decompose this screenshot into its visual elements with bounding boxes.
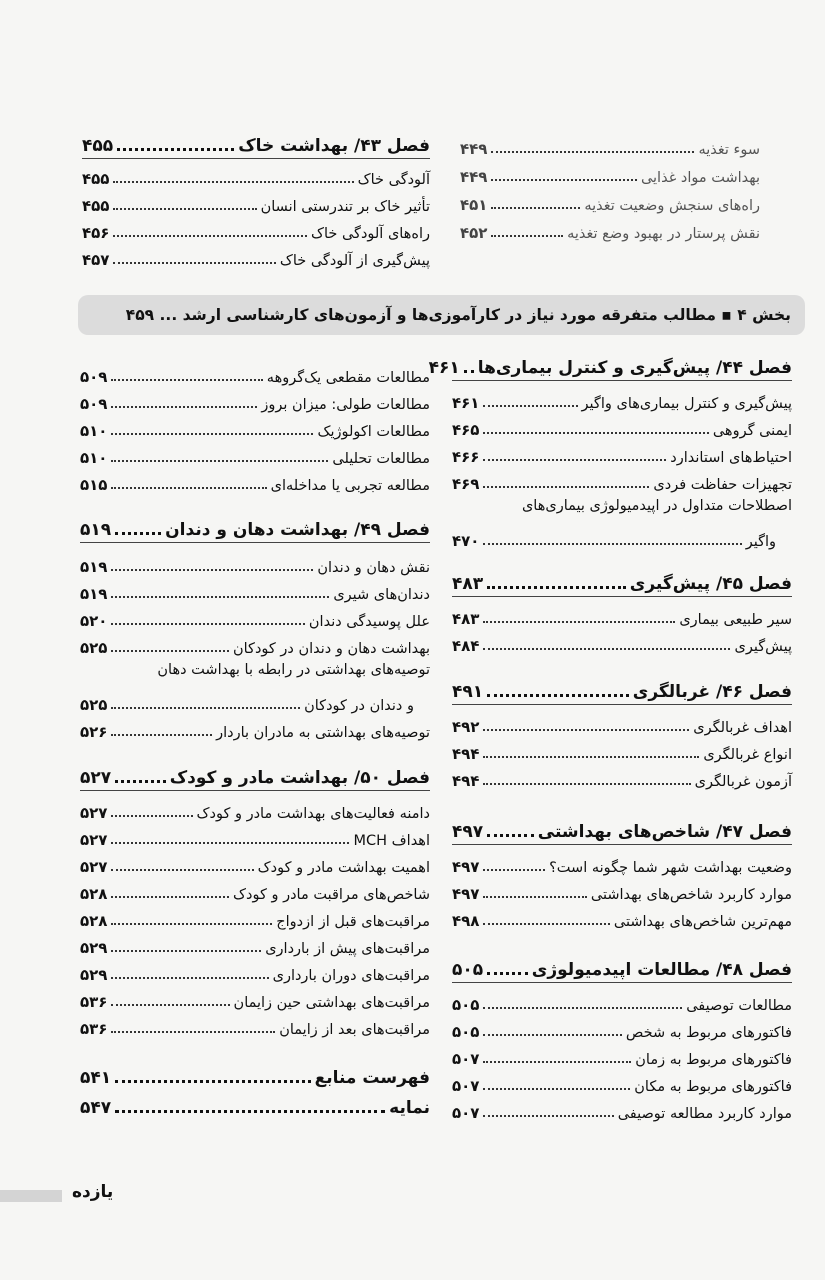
dot-leader xyxy=(483,1061,631,1063)
heading-rule xyxy=(82,158,430,159)
page-number-label: یازده xyxy=(72,1182,114,1202)
entry-page: ۵۳۶ xyxy=(80,1020,108,1038)
entry-page: ۵۲۰ xyxy=(80,612,108,630)
dot-leader xyxy=(111,923,272,925)
dot-leader xyxy=(111,1004,229,1006)
entry-page: ۴۵۱ xyxy=(460,196,488,214)
entry-page: ۵۱۹ xyxy=(80,558,108,576)
dot-leader xyxy=(111,569,313,571)
section-banner[interactable] xyxy=(78,295,805,335)
toc-entry[interactable] xyxy=(80,606,430,630)
dot-leader xyxy=(483,405,577,407)
heading-page: ۴۹۱ xyxy=(452,682,484,702)
heading-title: فصل ۴۶/ غربالگری xyxy=(632,682,792,702)
toc-entry[interactable] xyxy=(80,852,430,876)
entry-title: و دندان در کودکان xyxy=(304,698,414,714)
toc-entry[interactable] xyxy=(452,1044,792,1068)
heading-page: ۵۱۹ xyxy=(80,520,112,540)
dot-leader xyxy=(464,370,474,373)
toc-entry[interactable] xyxy=(82,245,430,269)
entry-page: ۵۱۵ xyxy=(80,476,108,494)
dot-leader xyxy=(487,694,629,697)
entry-page: ۵۲۵ xyxy=(80,639,108,657)
entry-title: پیش‌گیری و کنترل بیماری‌های واگیر xyxy=(581,396,792,412)
toc-entry[interactable] xyxy=(80,987,430,1011)
entry-page: ۴۶۵ xyxy=(452,421,480,439)
chapter-heading[interactable] xyxy=(80,760,430,788)
heading-title: فصل ۴۹/ بهداشت دهان و دندان xyxy=(165,520,430,540)
heading-rule xyxy=(80,542,430,543)
heading-page: ۴۵۵ xyxy=(82,136,114,156)
entry-title: راه‌های سنجش وضعیت تغذیه xyxy=(584,198,760,214)
entry-title: تأثیر خاک بر تندرستی انسان xyxy=(260,199,430,215)
heading-title: فصل ۴۸/ مطالعات اپیدمیولوژی xyxy=(531,960,792,980)
dot-leader xyxy=(115,1110,385,1113)
dot-leader xyxy=(487,972,528,975)
dot-leader xyxy=(111,623,304,625)
toc-entry[interactable] xyxy=(80,443,430,467)
heading-title: فصل ۵۰/ بهداشت مادر و کودک xyxy=(169,768,430,788)
toc-entry[interactable] xyxy=(80,798,430,822)
entry-page: ۴۶۶ xyxy=(452,448,480,466)
toc-entry[interactable] xyxy=(80,579,430,603)
dot-leader xyxy=(491,235,563,237)
toc-entry[interactable] xyxy=(452,852,792,876)
dot-leader xyxy=(483,543,741,545)
entry-title: اصطلاحات متداول در اپیدمیولوژی بیماری‌های xyxy=(521,498,792,514)
entry-page: ۴۶۹ xyxy=(452,475,480,493)
entry-page: ۴۹۲ xyxy=(452,718,480,736)
dot-leader xyxy=(483,923,609,925)
toc-entry[interactable] xyxy=(452,1017,792,1041)
dot-leader xyxy=(483,1088,630,1090)
dot-leader xyxy=(111,406,257,408)
entry-title: مطالعات توصیفی xyxy=(686,998,792,1014)
dot-leader xyxy=(113,262,275,264)
chapter-heading[interactable] xyxy=(452,952,792,980)
entry-title: توصیه‌های بهداشتی به مادران باردار xyxy=(216,725,430,741)
toc-entry[interactable] xyxy=(452,906,792,930)
entry-page: ۴۹۷ xyxy=(452,885,480,903)
entry-title: مطالعات اکولوژیک xyxy=(317,424,430,440)
entry-title: احتیاط‌های استاندارد xyxy=(670,450,792,466)
entry-page: ۴۹۴ xyxy=(452,772,480,790)
toc-entry[interactable] xyxy=(452,526,792,550)
dot-leader xyxy=(117,148,234,151)
banner-text: بخش ۴ ▪ مطالب متفرقه مورد نیاز در کارآموزی‌ها و آزمون‌های کارشناسی ارشد ... ۴۵۹ xyxy=(125,306,791,324)
heading-title: فصل ۴۳/ بهداشت خاک xyxy=(238,136,430,156)
entry-title: پیش‌گیری xyxy=(734,639,792,655)
footer-bar xyxy=(0,1190,62,1202)
dot-leader xyxy=(483,869,545,871)
right-column xyxy=(428,350,792,1140)
heading-rule xyxy=(80,790,430,791)
dot-leader xyxy=(111,460,328,462)
dot-leader xyxy=(111,977,268,979)
entry-title: مهم‌ترین شاخص‌های بهداشتی xyxy=(613,914,792,930)
dot-leader xyxy=(483,896,586,898)
entry-page: ۴۸۳ xyxy=(452,610,480,628)
dot-leader xyxy=(483,459,666,461)
chapter-heading[interactable] xyxy=(428,350,792,378)
heading-title: فصل ۴۵/ پیش‌گیری xyxy=(629,574,792,594)
entry-page: ۵۱۰ xyxy=(80,449,108,467)
toc-entry[interactable] xyxy=(452,604,792,628)
entry-page: ۴۴۹ xyxy=(460,140,488,158)
toc-entry[interactable] xyxy=(452,415,792,439)
entry-page: ۵۲۸ xyxy=(80,885,108,903)
entry-page: ۵۰۷ xyxy=(452,1077,480,1095)
entry-page: ۵۰۹ xyxy=(80,395,108,413)
dot-leader xyxy=(111,950,261,952)
entry-title: سیر طبیعی بیماری xyxy=(679,612,792,628)
entry-title: پیش‌گیری از آلودگی خاک xyxy=(279,253,430,269)
dot-leader xyxy=(111,650,229,652)
entry-title: مراقبت‌های قبل از ازدواج xyxy=(276,914,430,930)
entry-title: موارد کاربرد مطالعه توصیفی xyxy=(617,1106,792,1122)
toc-entry[interactable] xyxy=(452,766,792,790)
index-entry[interactable] xyxy=(80,1090,430,1118)
dot-leader xyxy=(111,734,212,736)
entry-page: ۵۲۸ xyxy=(80,912,108,930)
toc-entry[interactable] xyxy=(460,162,760,186)
dot-leader xyxy=(487,586,626,589)
entry-page: ۵۲۵ xyxy=(80,696,108,714)
entry-title: فاکتورهای مربوط به شخص xyxy=(625,1025,792,1041)
dot-leader xyxy=(111,707,300,709)
toc-entry[interactable] xyxy=(452,1098,792,1122)
entry-title: دندان‌های شیری xyxy=(333,587,430,603)
entry-title: مراقبت‌های بهداشتی حین زایمان xyxy=(233,995,430,1011)
entry-title: مطالعات تحلیلی xyxy=(332,451,430,467)
toc-entry[interactable] xyxy=(80,879,430,903)
entry-page: ۵۲۷ xyxy=(80,831,108,849)
dot-leader xyxy=(111,1031,275,1033)
entry-title: آلودگی خاک xyxy=(357,172,430,188)
entry-page: ۴۷۰ xyxy=(452,532,480,550)
toc-entry[interactable] xyxy=(452,469,792,493)
dot-leader xyxy=(491,207,580,209)
toc-entry[interactable] xyxy=(80,906,430,930)
entry-page: ۵۳۶ xyxy=(80,993,108,1011)
entry-page: ۵۲۹ xyxy=(80,939,108,957)
entry-page: ۴۹۸ xyxy=(452,912,480,930)
toc-entry[interactable] xyxy=(460,218,760,242)
entry-page: ۴۵۷ xyxy=(82,251,110,269)
entry-title: راه‌های آلودگی خاک xyxy=(310,226,430,242)
dot-leader xyxy=(111,433,313,435)
entry-page: ۴۵۵ xyxy=(82,197,110,215)
dot-leader xyxy=(483,621,675,623)
toc-entry[interactable] xyxy=(80,552,430,576)
dot-leader xyxy=(491,151,694,153)
entry-title: مطالعات مقطعی یک‌گروهه xyxy=(266,370,430,386)
heading-page: ۴۶۱ xyxy=(428,358,460,378)
entry-title: مراقبت‌های پیش از بارداری xyxy=(265,941,430,957)
entry-title: فاکتورهای مربوط به مکان xyxy=(634,1079,792,1095)
toc-entry[interactable] xyxy=(80,362,430,386)
heading-rule xyxy=(452,596,792,597)
toc-entry[interactable] xyxy=(452,712,792,736)
entry-title: مطالعه تجربی یا مداخله‌ای xyxy=(270,478,430,494)
dot-leader xyxy=(111,596,329,598)
toc-entry[interactable] xyxy=(80,470,430,494)
dot-leader xyxy=(113,208,256,210)
toc-entry[interactable] xyxy=(460,134,760,158)
entry-page: ۵۲۶ xyxy=(80,723,108,741)
entry-title: وضعیت بهداشت شهر شما چگونه است؟ xyxy=(549,860,792,876)
dot-leader xyxy=(483,783,690,785)
entry-title: اهمیت بهداشت مادر و کودک xyxy=(257,860,430,876)
dot-leader xyxy=(483,648,730,650)
entry-title: مطالعات طولی: میزان بروز xyxy=(261,397,430,413)
heading-title: فصل ۴۷/ شاخص‌های بهداشتی xyxy=(537,822,792,842)
toc-entry[interactable] xyxy=(80,633,430,657)
toc-entry[interactable] xyxy=(452,631,792,655)
entry-title: تجهیزات حفاظت فردی xyxy=(653,477,792,493)
toc-entry[interactable] xyxy=(80,389,430,413)
toc-entry[interactable] xyxy=(80,717,430,741)
heading-title: فهرست منابع xyxy=(314,1068,430,1088)
entry-page: ۴۹۷ xyxy=(452,858,480,876)
toc-entry[interactable] xyxy=(452,442,792,466)
entry-title: انواع غربالگری xyxy=(703,747,792,763)
toc-entry[interactable] xyxy=(82,164,430,188)
dot-leader xyxy=(115,532,161,535)
chapter-heading[interactable] xyxy=(452,814,792,842)
entry-title: اهداف غربالگری xyxy=(693,720,792,736)
dot-leader xyxy=(483,1034,621,1036)
heading-title: نمایه xyxy=(389,1098,430,1118)
heading-page: ۵۲۷ xyxy=(80,768,112,788)
entry-title: بهداشت دهان و دندان در کودکان xyxy=(232,641,430,657)
dot-leader xyxy=(113,181,353,183)
entry-page: ۴۸۴ xyxy=(452,637,480,655)
dot-leader xyxy=(113,235,307,237)
left-column xyxy=(80,362,430,1142)
toc-entry[interactable] xyxy=(452,388,792,412)
entry-title: دامنه فعالیت‌های بهداشت مادر و کودک xyxy=(196,806,430,822)
heading-page: ۵۰۵ xyxy=(452,960,484,980)
heading-rule xyxy=(452,844,792,845)
entry-title: آزمون غربالگری xyxy=(694,774,792,790)
heading-rule xyxy=(452,704,792,705)
heading-page: ۴۹۷ xyxy=(452,822,484,842)
entry-title: بهداشت مواد غذایی xyxy=(640,170,760,186)
entry-page: ۵۲۷ xyxy=(80,858,108,876)
heading-rule xyxy=(452,982,792,983)
entry-page: ۵۱۰ xyxy=(80,422,108,440)
entry-page: ۵۰۵ xyxy=(452,996,480,1014)
toc-entry[interactable] xyxy=(80,933,430,957)
chapter-heading[interactable] xyxy=(452,674,792,702)
dot-leader xyxy=(483,756,699,758)
toc-entry[interactable] xyxy=(460,190,760,214)
dot-leader xyxy=(111,379,262,381)
entry-title: نقش دهان و دندان xyxy=(317,560,430,576)
entry-page: ۴۹۴ xyxy=(452,745,480,763)
dot-leader xyxy=(487,834,534,837)
heading-title: فصل ۴۴/ پیش‌گیری و کنترل بیماری‌ها xyxy=(477,358,792,378)
toc-entry[interactable] xyxy=(80,1014,430,1038)
entry-page: ۴۵۲ xyxy=(460,224,488,242)
toc-entry-wrapped-line[interactable] xyxy=(452,498,792,522)
entry-page: ۴۵۶ xyxy=(82,224,110,242)
toc-entry[interactable] xyxy=(80,690,430,714)
dot-leader xyxy=(111,896,229,898)
dot-leader xyxy=(111,487,266,489)
entry-title: مراقبت‌های دوران بارداری xyxy=(272,968,430,984)
entry-page: ۵۰۷ xyxy=(452,1104,480,1122)
toc-entry[interactable] xyxy=(452,739,792,763)
dot-leader xyxy=(111,869,253,871)
entry-title: شاخص‌های مراقبت مادر و کودک xyxy=(233,887,430,903)
entry-title: فاکتورهای مربوط به زمان xyxy=(635,1052,792,1068)
toc-entry[interactable] xyxy=(452,990,792,1014)
references-entry[interactable] xyxy=(80,1060,430,1088)
dot-leader xyxy=(491,179,636,181)
entry-title: اهداف MCH xyxy=(353,833,430,849)
entry-page: ۵۲۷ xyxy=(80,804,108,822)
entry-title: ایمنی گروهی xyxy=(712,423,792,439)
entry-title: علل پوسیدگی دندان xyxy=(308,614,430,630)
dot-leader xyxy=(483,486,649,488)
entry-title: سوء تغذیه xyxy=(698,142,760,158)
dot-leader xyxy=(483,1115,613,1117)
heading-page: ۴۸۳ xyxy=(452,574,484,594)
chapter-heading[interactable] xyxy=(452,566,792,594)
heading-rule xyxy=(452,380,792,381)
dot-leader xyxy=(115,1080,310,1083)
toc-entry[interactable] xyxy=(452,1071,792,1095)
dot-leader xyxy=(483,432,708,434)
entry-page: ۵۰۷ xyxy=(452,1050,480,1068)
entry-page: ۴۶۱ xyxy=(452,394,480,412)
dot-leader xyxy=(483,729,689,731)
toc-entry[interactable] xyxy=(452,879,792,903)
entry-title: مراقبت‌های بعد از زایمان xyxy=(279,1022,430,1038)
toc-entry-wrapped-line[interactable] xyxy=(80,662,430,686)
entry-title: موارد کاربرد شاخص‌های بهداشتی xyxy=(590,887,792,903)
entry-page: ۴۵۵ xyxy=(82,170,110,188)
dot-leader xyxy=(115,780,166,783)
entry-page: ۵۱۹ xyxy=(80,585,108,603)
entry-title: توصیه‌های بهداشتی در رابطه با بهداشت دهان xyxy=(157,662,430,678)
dot-leader xyxy=(483,1007,682,1009)
toc-entry[interactable] xyxy=(82,218,430,242)
entry-page: ۵۰۹ xyxy=(80,368,108,386)
entry-page: ۵۰۵ xyxy=(452,1023,480,1041)
toc-entry[interactable] xyxy=(80,960,430,984)
toc-entry[interactable] xyxy=(80,825,430,849)
chapter-heading[interactable] xyxy=(82,128,430,156)
dot-leader xyxy=(111,842,349,844)
entry-page: ۵۲۹ xyxy=(80,966,108,984)
dot-leader xyxy=(111,815,192,817)
toc-entry[interactable] xyxy=(82,191,430,215)
heading-page: ۵۴۱ xyxy=(80,1068,112,1088)
entry-title: واگیر xyxy=(745,534,776,550)
entry-title: نقش پرستار در بهبود وضع تغذیه xyxy=(567,226,760,242)
entry-page: ۴۴۹ xyxy=(460,168,488,186)
heading-page: ۵۴۷ xyxy=(80,1098,112,1118)
toc-entry[interactable] xyxy=(80,416,430,440)
chapter-heading[interactable] xyxy=(80,512,430,540)
